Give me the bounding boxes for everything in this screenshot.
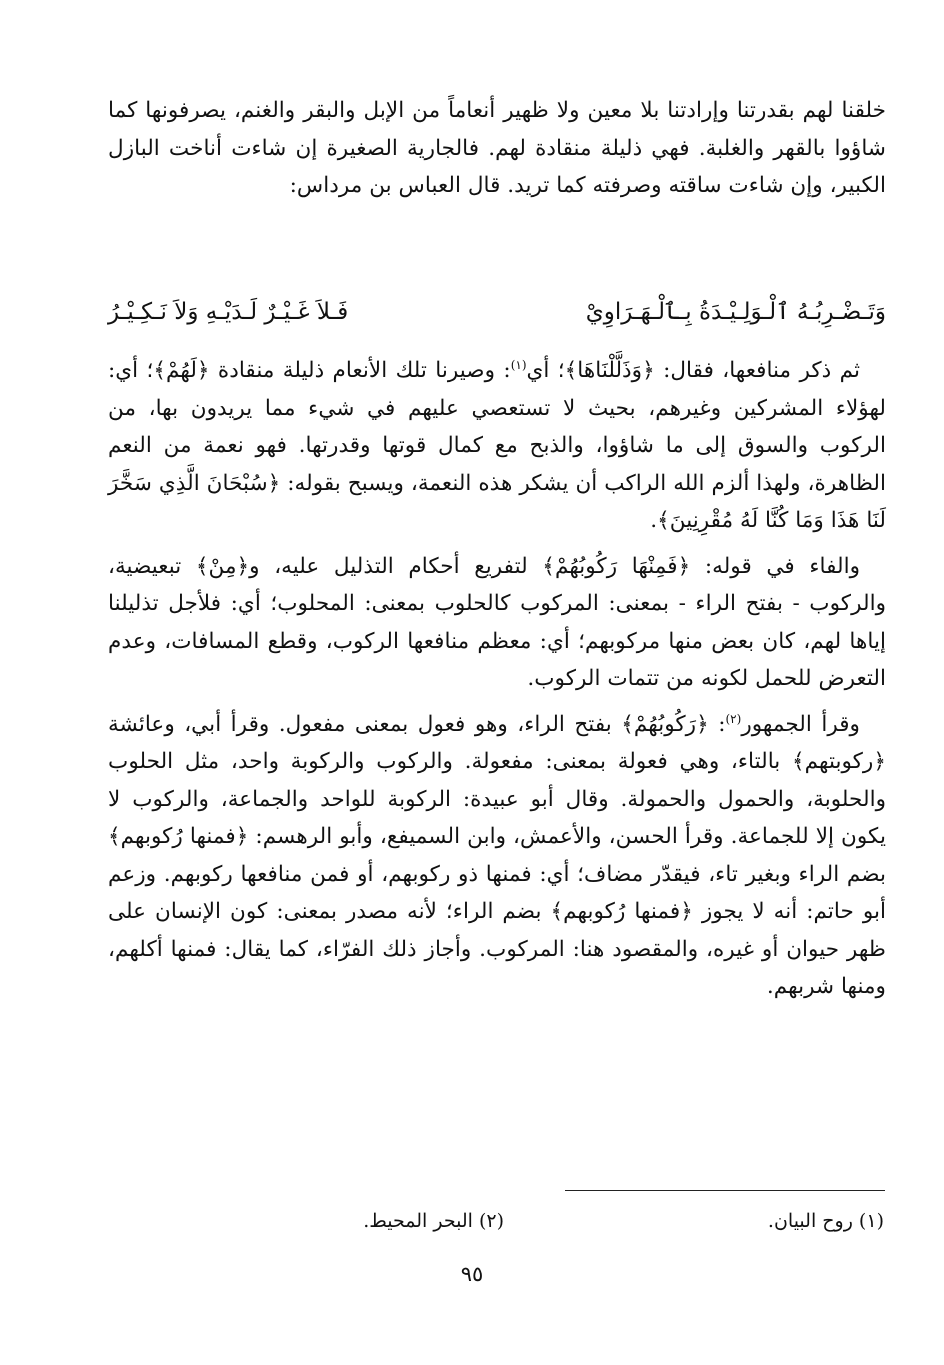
main-text	[108, 92, 886, 213]
footnote-2: (٢) البحر المحيط.	[363, 1210, 504, 1232]
paragraph-readings-part1: وقرأ الجمهور	[741, 711, 860, 737]
poetry-verse	[108, 284, 886, 340]
footnote-marker-1: (١)	[510, 357, 527, 372]
paragraph-fa-explanation: والفاء في قوله: ﴿فَمِنْهَا رَكُوبُهُمْ﴾ لتفريع أحكام التذليل عليه، و﴿مِنْ﴾ تبعيضية، والركوب - بفتح الراء - بمعنى: المركوب كالحلوب بمعنى: المحلوب؛ أي: فلأجل تذليلنا إياها لهم، كان بعض منها مركوبهم؛ أي: معظم منافعها الركوب، وقطع المسافات، وعدم التعرض للحمل لكونه من تتمات الركوب.	[108, 553, 886, 691]
page-number: ٩٥	[460, 1262, 484, 1286]
main-text-continued	[108, 352, 886, 1014]
footnote-marker-2: (٢)	[725, 711, 742, 726]
verse-second-hemistich: فَـلاَ غَـيْـرٌ لَـدَيْـهِ وَلاَ نَـكِـيْـرُ	[108, 299, 349, 325]
paragraph-benefits-part1: ثم ذكر منافعها، فقال: ﴿وَذَلَّلْنَاهَا﴾؛ أي	[526, 358, 860, 383]
paragraph-benefits	[108, 352, 886, 540]
paragraph-readings-part2: : ﴿رَكُوبُهُمْ﴾ بفتح الراء، وهو فعول بمعنى مفعول. وقرأ أبي، وعائشة ﴿ركوبتهم﴾ بالتاء، وهي فعولة بمعنى: مفعولة. والركوب والركوبة واحد، مثل الحلوب والحلوبة، والحمول والحمولة. وقال أبو عبيدة: الركوبة للواحد والجماعة، والركوب لا يكون إلا للجماعة. وقرأ الحسن، والأعمش، وابن السميفع، وأبو الرهسم: ﴿فمنها رُكوبهم﴾ بضم الراء وبغير تاء، فيقدّر مضاف؛ أي: فمنها ذو ركوبهم، أو فمن منافعها ركوبهم. وزعم أبو حاتم: أنه لا يجوز ﴿فمنها رُكوبهم﴾ بضم الراء؛ لأنه مصدر بمعنى: كون الإنسان على ظهر حيوان أو غيره، والمقصود هنا: المركوب. وأجاز ذلك الفرّاء، كما يقال: فمنها أكلهم، ومنها شربهم.	[108, 711, 886, 999]
footnote-1: (١) روح البيان.	[767, 1210, 884, 1232]
paragraph-readings	[108, 706, 886, 1006]
paragraph-intro: خلقنا لهم بقدرتنا وإرادتنا بلا معين ولا ظهير أنعاماً من الإبل والبقر والغنم، يصرفونها كما شاؤوا بالقهر والغلبة. فهي ذليلة منقادة لهم. فالجارية الصغيرة إن شاءت أناخت البازل الكبير، وإن شاءت ساقته وصرفته كما تريد. قال العباس بن مرداس:	[108, 98, 886, 198]
paragraph-benefits-part2: : وصيرنا تلك الأنعام ذليلة منقادة ﴿لَهُمْ﴾؛ أي: لهؤلاء المشركين وغيرهم، بحيث لا تستعصي عليهم في شيء مما يريدون بها، من الركوب والسوق إلى ما شاؤوا، والذبح مع كمال قوتها وقدرتها. فهو نعمة من النعم الظاهرة، ولهذا ألزم الله الراكب أن يشكر هذه النعمة، ويسبح بقوله: ﴿سُبْحَانَ الَّذِي سَخَّرَ لَنَا هَذَا وَمَا كُنَّا لَهُ مُقْرِنِينَ﴾.	[108, 358, 886, 533]
verse-first-hemistich: وَتَـضْـرِبُـهُ ٱلْـوَلِـيْـدَةُ بِـٱلْـهَـرَاوِيْ	[585, 299, 886, 325]
footnote-separator	[565, 1190, 885, 1191]
